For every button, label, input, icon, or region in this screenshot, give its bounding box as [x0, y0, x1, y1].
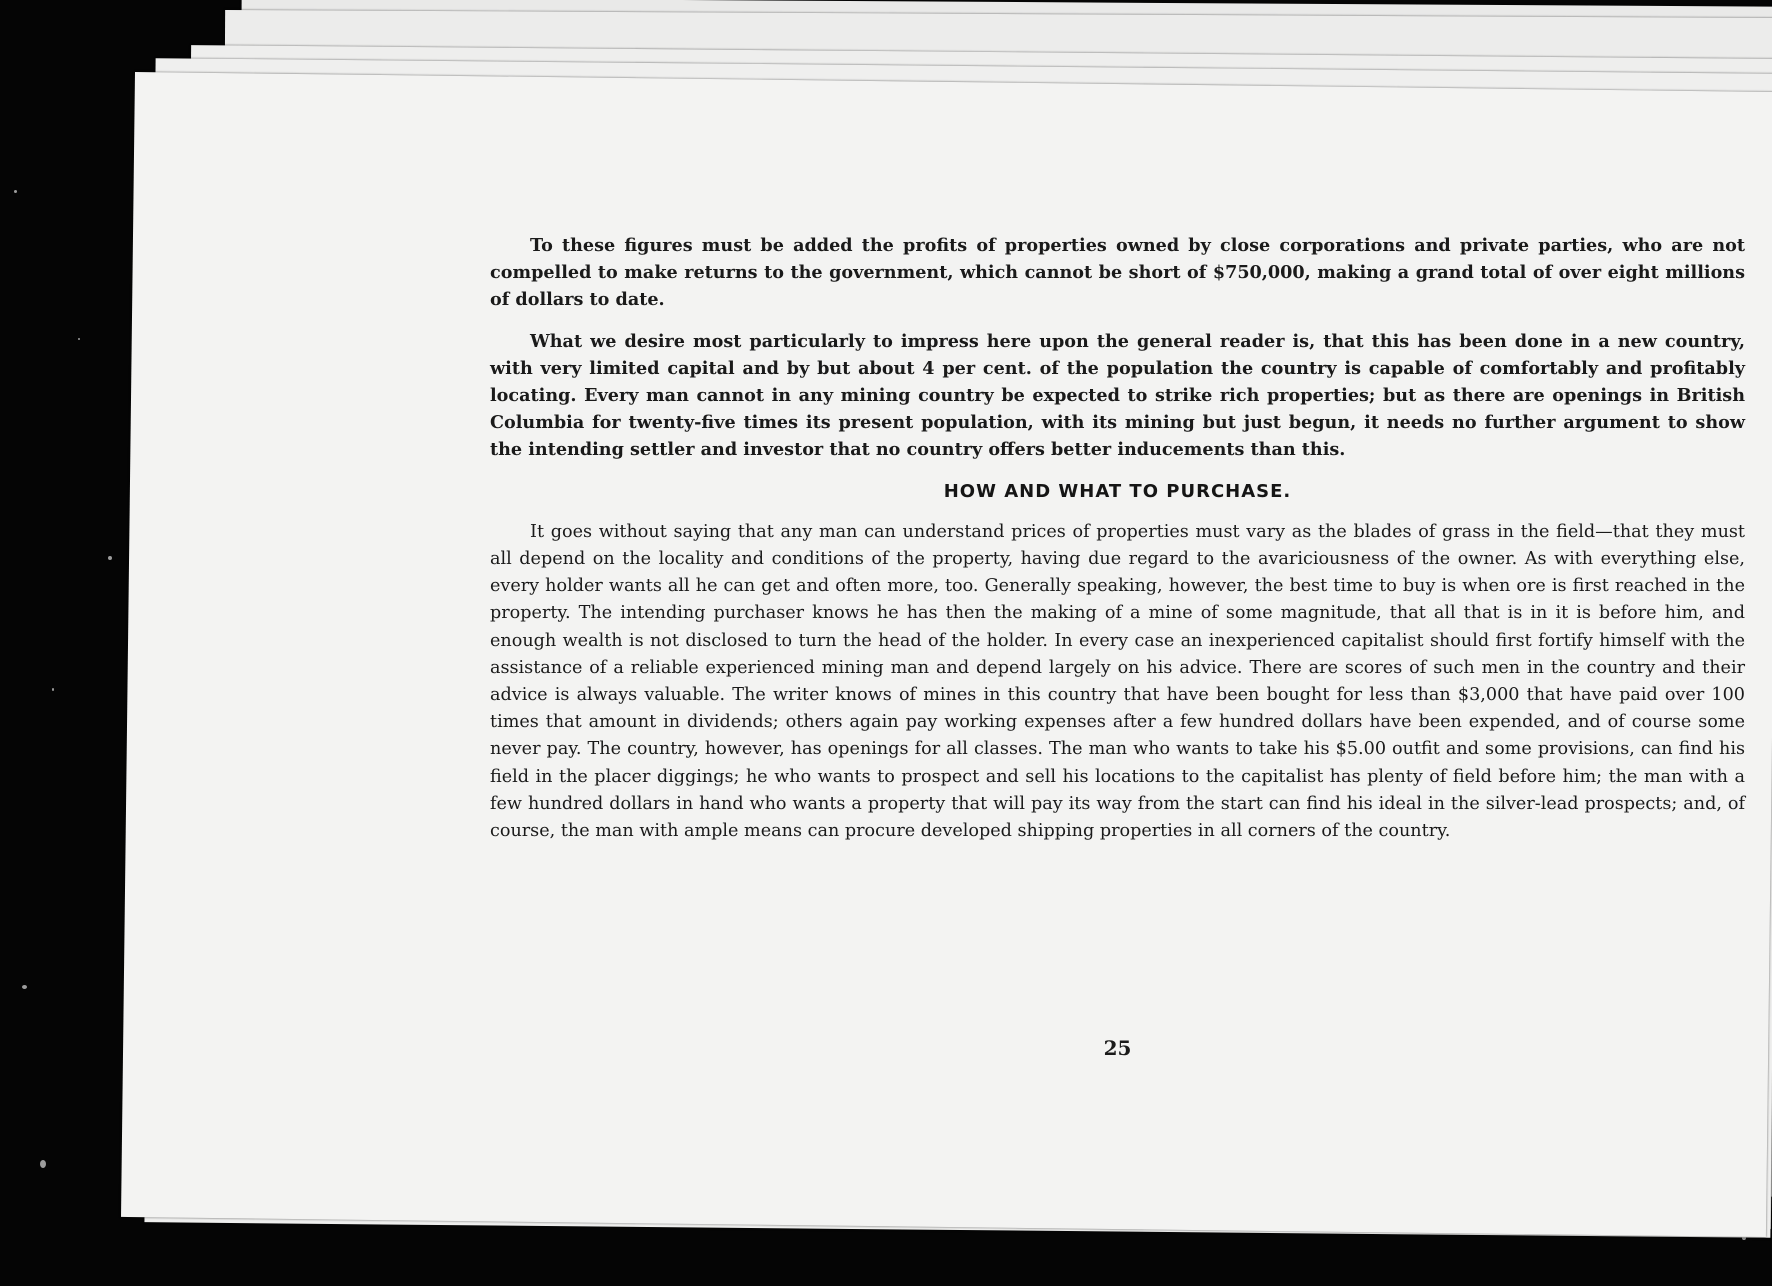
dust-speck	[78, 338, 80, 340]
page-number: 25	[1103, 1036, 1132, 1060]
dust-speck	[22, 985, 27, 989]
dust-speck	[108, 556, 112, 560]
paragraph-impress: What we desire most particularly to impress here upon the general reader is, that this has been done in a new country, with very limited capital and by but about 4 per cent. of the population the country is capable of comfortably and profitably locating. Every man cannot in any mining country be expected to strike rich properties; but as there are openings in British Columbia for twenty-five times its present population, with its mining but just begun, it needs no further argument to show the intending settler and investor that no country offers better inducements than this.	[490, 330, 1745, 461]
section-heading: HOW AND WHAT TO PURCHASE.	[943, 480, 1292, 502]
paragraph-purchase: It goes without saying that any man can understand prices of properties must vary as the blades of grass in the field—that they must all depend on the locality and conditions of the property, having due regard to the avariciousness of the owner. As with everything else, every holder wants all he can get and often more, too. Generally speaking, however, the best time to buy is when ore is first reached in the property. The intending purchaser knows he has then the making of a mine of some magnitude, that all that is in it is before him, and enough wealth is not disclosed to turn the head of the holder. In every case an inexperienced capitalist should first fortify himself with the assistance of a reliable experienced mining man and depend largely on his advice. There are scores of such men in the country and their advice is always valuable. The writer knows of mines in this country that have been bought for less than $3,000 that have paid over 100 times that amount in dividends; others again pay working expenses after a few hundred dollars have been expended, and of course some never pay. The country, however, has openings for all classes. The man who wants to take his $5.00 outfit and some provisions, can find his field in the placer diggings; he who wants to prospect and sell his locations to the capitalist has plenty of field before him; the man with a few hundred dollars in hand who wants a property that will pay its way from the start can find his ideal in the silver-lead prospects; and, of course, the man with ample means can procure developed shipping properties in all corners of the country.	[490, 521, 1745, 842]
page-footer	[490, 0, 1745, 1286]
dust-speck	[14, 190, 17, 193]
paragraph-profits: To these figures must be added the profits of properties owned by close corporations and private parties, who are not compelled to make returns to the government, which cannot be short of $750,000, making a grand total of over eight millions of dollars to date.	[490, 235, 1745, 311]
dust-speck	[52, 688, 54, 691]
dust-speck	[40, 1160, 46, 1168]
